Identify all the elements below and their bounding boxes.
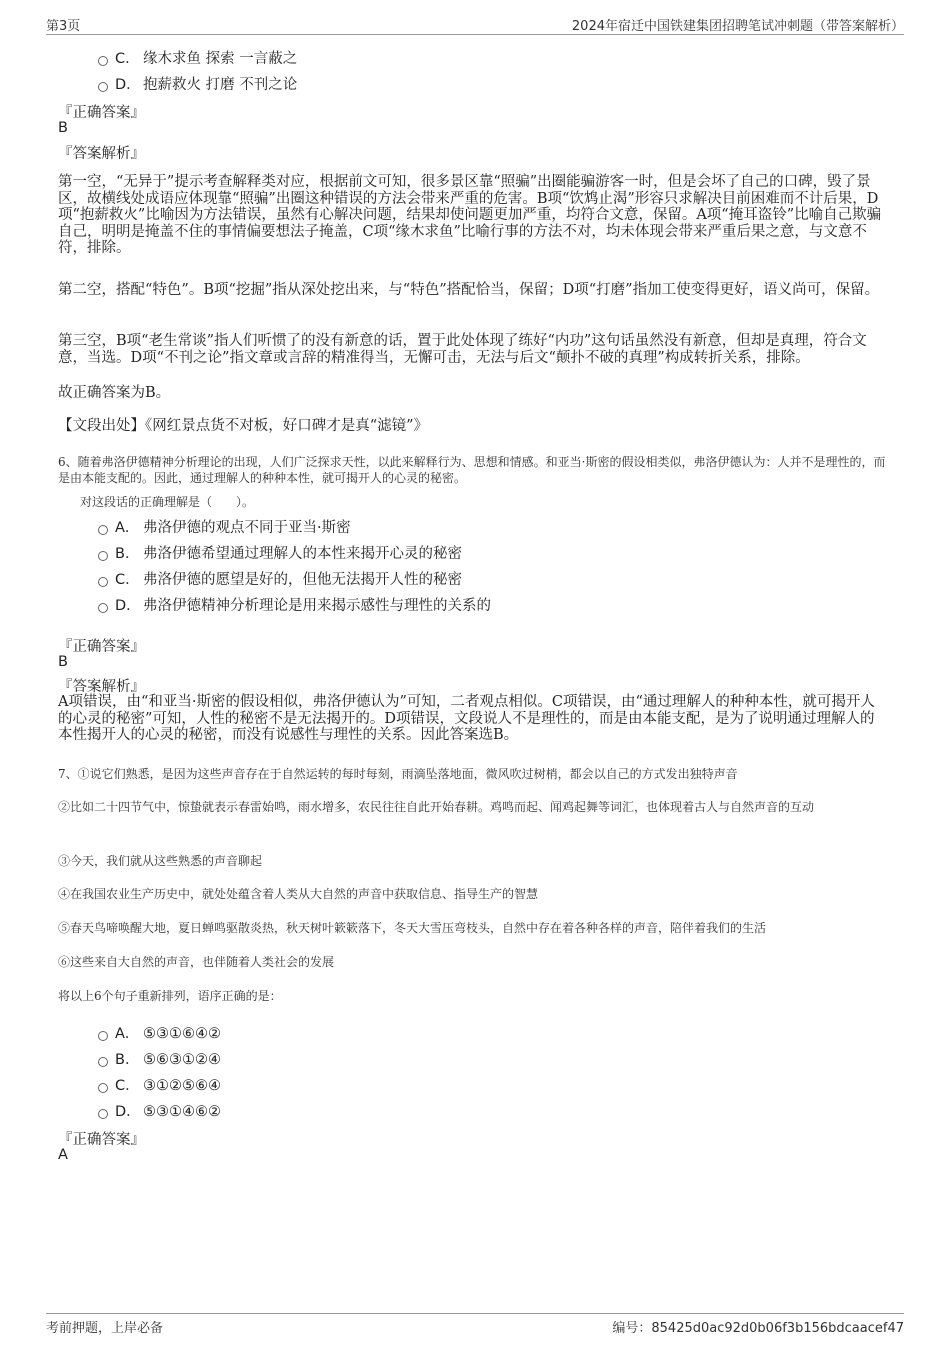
q6-option-a[interactable]: A． 弗洛伊德的观点不同于亚当·斯密 bbox=[98, 516, 351, 537]
radio-icon[interactable] bbox=[98, 1109, 108, 1119]
q7-answer: A bbox=[58, 1147, 68, 1163]
q6-prompt: 对这段话的正确理解是（ ）。 bbox=[80, 495, 255, 509]
radio-icon[interactable] bbox=[98, 551, 108, 561]
q7-sentence-1: 7、①说它们熟悉，是因为这些声音存在于自然运转的每时每刻，雨滴坠落地面，微风吹过树梢，都会以自己的方式发出独特声音 bbox=[58, 767, 738, 781]
radio-icon[interactable] bbox=[98, 1057, 108, 1067]
q7-option-d[interactable]: D． ⑤③①④⑥② bbox=[98, 1100, 221, 1121]
radio-icon[interactable] bbox=[98, 577, 108, 587]
q6-analysis: A项错误，由“和亚当·斯密的假设相似，弗洛伊德认为”可知，二者观点相似。C项错误，由“通过理解人的种种本性，就可揭开人的心灵的秘密”可知，人性的秘密不是无法揭开的。D项错误，文段说人不是理性的，而是由本能支配，是为了说明通过理解人的本性揭开人的心灵的秘密，而没有说感性与理性的关系。因此答案选B。 bbox=[58, 694, 875, 744]
page-number: 第3页 bbox=[46, 19, 81, 34]
document-title: 2024年宿迁中国铁建集团招聘笔试冲刺题（带答案解析） bbox=[571, 19, 904, 34]
q6-analysis-label: 『答案解析』 bbox=[58, 679, 145, 695]
q5-answer-label: 『正确答案』 bbox=[58, 105, 145, 121]
q7-sentence-6: ⑥这些来自大自然的声音，也伴随着人类社会的发展 bbox=[58, 955, 335, 969]
q6-option-d[interactable]: D． 弗洛伊德精神分析理论是用来揭示感性与理性的关系的 bbox=[98, 594, 491, 615]
q5-analysis-para-2: 第二空，搭配“特色”。B项“挖掘”指从深处挖出来，与“特色”搭配恰当，保留；D项“打磨”指加工使变得更好，语义尚可，保留。 bbox=[58, 282, 880, 298]
q7-option-c[interactable]: C． ③①②⑤⑥④ bbox=[98, 1074, 221, 1095]
q5-source: 【文段出处】《网红景点货不对板，好口碑才是真“滤镜”》 bbox=[58, 418, 429, 434]
q7-option-b[interactable]: B． ⑤⑥③①②④ bbox=[98, 1048, 221, 1069]
radio-icon[interactable] bbox=[98, 1083, 108, 1093]
q5-option-d[interactable]: D． 抱薪救火 打磨 不刊之论 bbox=[98, 73, 297, 94]
q7-sentence-4: ④在我国农业生产历史中，就处处蕴含着人类从大自然的声音中获取信息、指导生产的智慧 bbox=[58, 887, 539, 901]
q5-analysis-para-3: 第三空，B项“老生常谈”指人们听惯了的没有新意的话，置于此处体现了练好“内功”这句话虽然没有新意，但却是真理，符合文意，当选。D项“不刊之论”指文章或言辞的精准得当，无懈可击，无法与后文“颠扑不破的真理”构成转折关系，排除。 bbox=[58, 333, 867, 366]
page-footer bbox=[46, 1313, 904, 1336]
document-id: 编号：85425d0ac92d0b06f3b156bdcaacef47 bbox=[612, 1321, 904, 1336]
q7-prompt: 将以上6个句子重新排列，语序正确的是： bbox=[58, 989, 282, 1003]
q6-option-b[interactable]: B． 弗洛伊德希望通过理解人的本性来揭开心灵的秘密 bbox=[98, 542, 462, 563]
q5-option-c[interactable]: C． 缘木求鱼 探索 一言蔽之 bbox=[98, 47, 297, 68]
q5-analysis-conclusion: 故正确答案为B。 bbox=[58, 385, 171, 401]
radio-icon[interactable] bbox=[98, 82, 108, 92]
q6-answer: B bbox=[58, 654, 68, 670]
q5-answer: B bbox=[58, 120, 68, 136]
radio-icon[interactable] bbox=[98, 1031, 108, 1041]
q7-option-a[interactable]: A． ⑤③①⑥④② bbox=[98, 1022, 221, 1043]
page-header bbox=[46, 14, 904, 35]
q5-analysis-para-1: 第一空，“无异于”提示考查解释类对应，根据前文可知，很多景区靠“照骗”出圈能骗游客一时，但是会坏了自己的口碑，毁了景区，故横线处成语应体现靠“照骗”出圈这种错误的方法会带来严重的危害。B项“饮鸩止渴”形容只求解决目前困难而不计后果，D项“抱薪救火”比喻因为方法错误，虽然有心解决问题，结果却使问题更加严重，均符合文意，保留。A项“掩耳盗铃”比喻自己欺骗自己，明明是掩盖不住的事情偏要想法子掩盖，C项“缘木求鱼”比喻行事的方法不对，均未体现会带来严重后果之意，与文意不符，排除。 bbox=[58, 174, 882, 257]
radio-icon[interactable] bbox=[98, 603, 108, 613]
q6-answer-label: 『正确答案』 bbox=[58, 639, 145, 655]
q7-sentence-5: ⑤春天鸟啼唤醒大地，夏日蝉鸣驱散炎热，秋天树叶簌簌落下，冬天大雪压弯枝头，自然中存在着各种各样的声音，陪伴着我们的生活 bbox=[58, 921, 767, 935]
q6-stem: 6、随着弗洛伊德精神分析理论的出现，人们广泛探求天性，以此来解释行为、思想和情感。和亚当·斯密的假设相类似，弗洛伊德认为：人并不是理性的，而是由本能支配的。因此，通过理解人的种种本性，就可揭开人的心灵的秘密。 bbox=[58, 455, 886, 486]
q6-option-c[interactable]: C． 弗洛伊德的愿望是好的，但他无法揭开人性的秘密 bbox=[98, 568, 462, 589]
q5-analysis-label: 『答案解析』 bbox=[58, 146, 145, 162]
radio-icon[interactable] bbox=[98, 56, 108, 66]
footer-slogan: 考前押题，上岸必备 bbox=[46, 1321, 164, 1336]
radio-icon[interactable] bbox=[98, 525, 108, 535]
q7-answer-label: 『正确答案』 bbox=[58, 1132, 145, 1148]
q7-sentence-2: ②比如二十四节气中，惊蛰就表示春雷始鸣，雨水增多，农民往往自此开始春耕。鸡鸣而起、闻鸡起舞等词汇，也体现着古人与自然声音的互动 bbox=[58, 800, 815, 814]
q7-sentence-3: ③今天，我们就从这些熟悉的声音聊起 bbox=[58, 854, 263, 868]
